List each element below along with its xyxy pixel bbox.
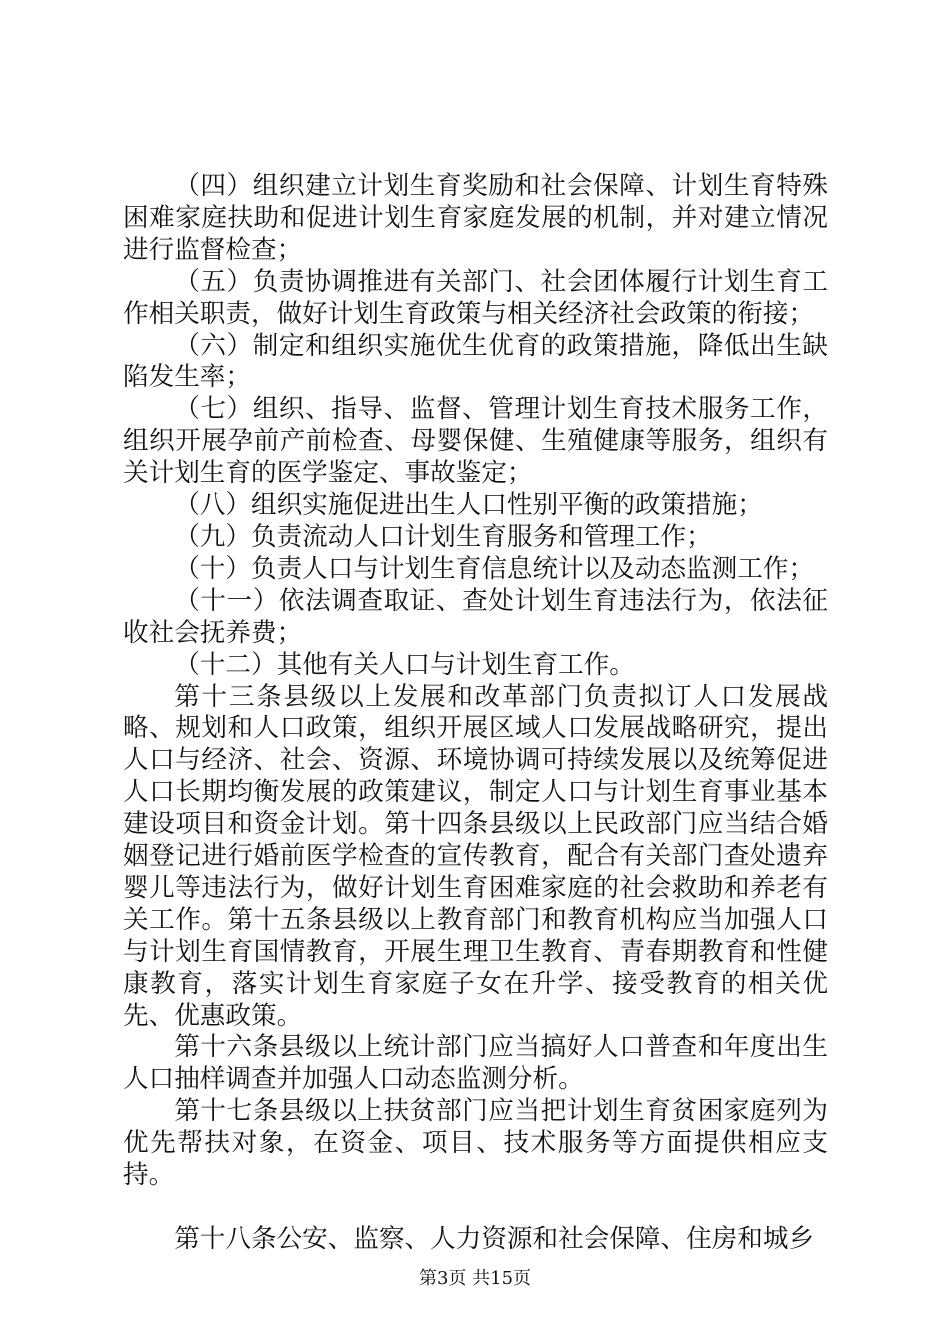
paragraph-4: （四）组织建立计划生育奖励和社会保障、计划生育特殊困难家庭扶助和促进计划生育家庭发展的机制，并对建立情况进行监督检查； xyxy=(123,171,828,265)
article-17: 第十七条县级以上扶贫部门应当把计划生育贫困家庭列为优先帮扶对象，在资金、项目、技术服务等方面提供相应支持。 xyxy=(123,1096,828,1191)
page-number-footer: 第3页 共15页 xyxy=(418,1268,532,1289)
article-16: 第十六条县级以上统计部门应当搞好人口普查和年度出生人口抽样调查并加强人口动态监测分析。 xyxy=(123,1032,828,1095)
document-body xyxy=(123,171,828,1256)
article-18: 第十八条公安、监察、人力资源和社会保障、住房和城乡 xyxy=(174,1224,815,1254)
paragraph-5: （五）负责协调推进有关部门、社会团体履行计划生育工作相关职责，做好计划生育政策与相关经济社会政策的衔接； xyxy=(123,266,828,329)
paragraph-9: （九）负责流动人口计划生育服务和管理工作； xyxy=(174,521,712,552)
paragraph-10: （十）负责人口与计划生育信息统计以及动态监测工作； xyxy=(174,553,815,584)
paragraph-8: （八）组织实施促进出生人口性别平衡的政策措施； xyxy=(174,490,763,521)
paragraph-11: （十一）依法调查取证、查处计划生育违法行为，依法征收社会抚养费； xyxy=(123,585,828,648)
paragraph-7: （七）组织、指导、监督、管理计划生育技术服务工作，组织开展孕前产前检查、母婴保健、生殖健康等服务，组织有关计划生育的医学鉴定、事故鉴定； xyxy=(123,394,828,489)
paragraph-12: （十二）其他有关人口与计划生育工作。 xyxy=(174,649,635,680)
paragraph-6: （六）制定和组织实施优生优育的政策措施，降低出生缺陷发生率； xyxy=(123,330,828,393)
article-13-15: 第十三条县级以上发展和改革部门负责拟订人口发展战略、规划和人口政策，组织开展区域人口发展战略研究，提出人口与经济、社会、资源、环境协调可持续发展以及统筹促进人口长期均衡发展的政策建议，制定人口与计划生育事业基本建设项目和资金计划。第十四条县级以上民政部门应当结合婚姻登记进行婚前医学检查的宣传教育，配合有关部门查处遗弃婴儿等违法行为，做好计划生育困难家庭的社会救助和养老有关工作。第十五条县级以上教育部门和教育机构应当加强人口与计划生育国情教育，开展生理卫生教育、青春期教育和性健康教育，落实计划生育家庭子女在升学、接受教育的相关优先、优惠政策。 xyxy=(123,681,828,1031)
